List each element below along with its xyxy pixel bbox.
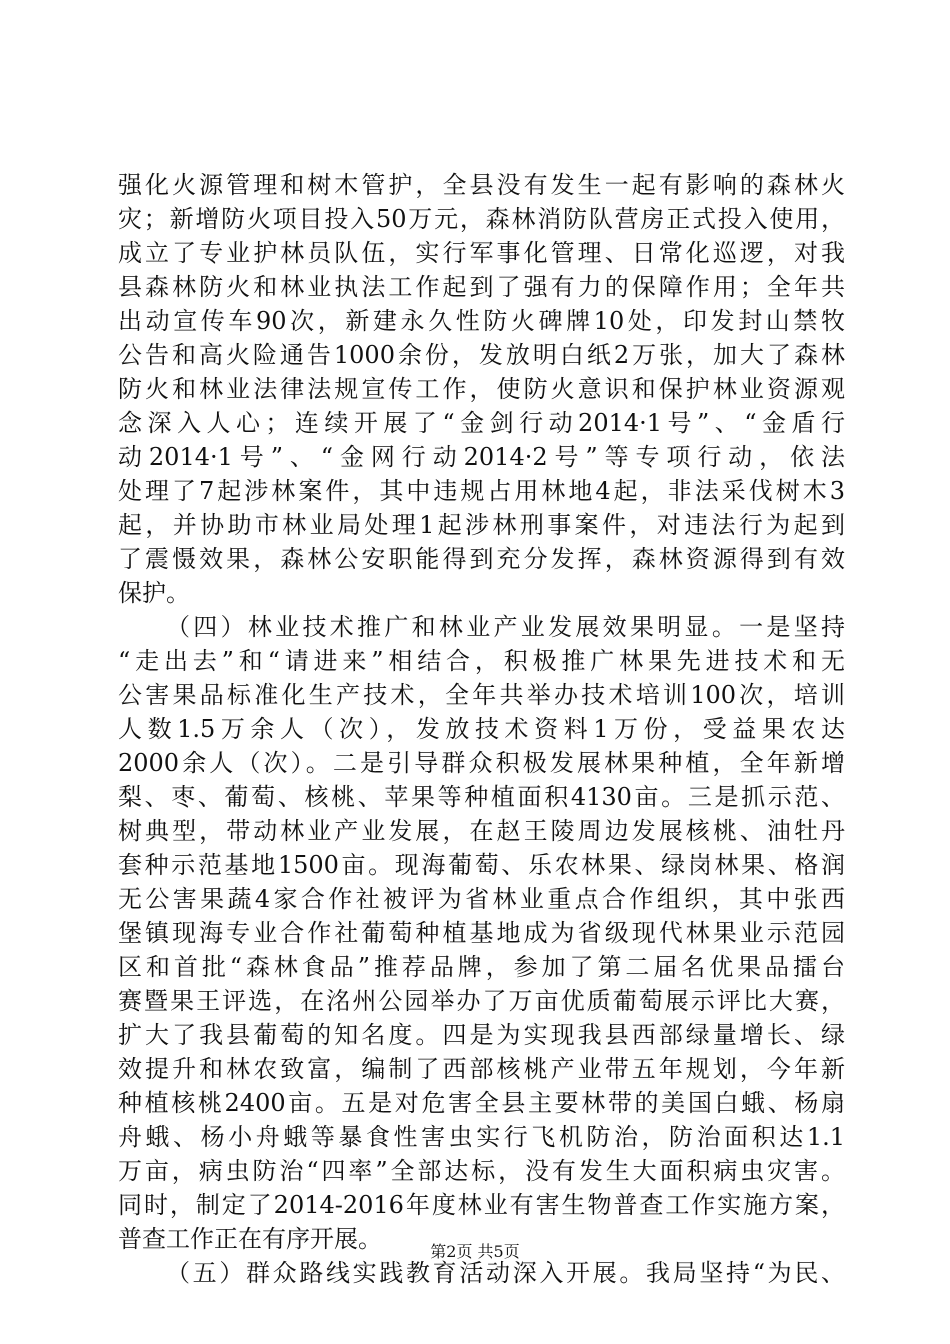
text-line: 效提升和林农致富，编制了西部核桃产业带五年规划，今年新 <box>118 1055 845 1083</box>
text-line: 梨、枣、葡萄、核桃、苹果等种植面积4130亩。三是抓示范、 <box>118 783 845 811</box>
text-line: 防火和林业法律法规宣传工作，使防火意识和保护林业资源观 <box>118 375 845 403</box>
text-line: 念深入人心；连续开展了“金剑行动2014·1号”、“金盾行 <box>118 409 845 437</box>
text-line: 动2014·1号”、“金网行动2014·2号”等专项行动，依法 <box>118 443 845 471</box>
text-line: “走出去”和“请进来”相结合，积极推广林果先进技术和无 <box>118 647 845 675</box>
text-line: 无公害果蔬4家合作社被评为省林业重点合作组织，其中张西 <box>118 885 845 913</box>
document-body <box>118 168 845 1290</box>
text-line: 保护。 <box>118 579 190 607</box>
text-line: 灾；新增防火项目投入50万元，森林消防队营房正式投入使用， <box>118 205 845 233</box>
text-line: 扩大了我县葡萄的知名度。四是为实现我县西部绿量增长、绿 <box>118 1021 845 1049</box>
text-line: 2000余人（次）。二是引导群众积极发展林果种植，全年新增 <box>118 749 845 777</box>
text-line: 普查工作正在有序开展。 <box>118 1225 382 1253</box>
text-line: 套种示范基地1500亩。现海葡萄、乐农林果、绿岗林果、格润 <box>118 851 845 879</box>
text-line: 公告和高火险通告1000余份，发放明白纸2万张，加大了森林 <box>118 341 845 369</box>
text-line: 县森林防火和林业执法工作起到了强有力的保障作用；全年共 <box>118 273 845 301</box>
text-line: 堡镇现海专业合作社葡萄种植基地成为省级现代林果业示范园 <box>118 919 845 947</box>
page-footer: 第2页 共5页 <box>430 1242 520 1261</box>
text-line: 强化火源管理和树木管护，全县没有发生一起有影响的森林火 <box>118 171 845 199</box>
text-line: 赛暨果王评选，在洺州公园举办了万亩优质葡萄展示评比大赛， <box>118 987 845 1015</box>
text-line: 成立了专业护林员队伍，实行军事化管理、日常化巡逻，对我 <box>118 239 845 267</box>
text-line: 处理了7起涉林案件，其中违规占用林地4起，非法采伐树木3 <box>118 477 845 505</box>
text-line: 公害果品标准化生产技术，全年共举办技术培训100次，培训 <box>118 681 845 709</box>
text-line: 区和首批“森林食品”推荐品牌，参加了第二届名优果品擂台 <box>118 953 845 981</box>
text-line: 出动宣传车90次，新建永久性防火碑牌10处，印发封山禁牧 <box>118 307 845 335</box>
text-line: 起，并协助市林业局处理1起涉林刑事案件，对违法行为起到 <box>118 511 845 539</box>
text-line: 舟蛾、杨小舟蛾等暴食性害虫实行飞机防治，防治面积达1.1 <box>118 1123 845 1151</box>
text-line: 同时，制定了2014-2016年度林业有害生物普查工作实施方案， <box>118 1191 845 1219</box>
text-line: 了震慑效果，森林公安职能得到充分发挥，森林资源得到有效 <box>118 545 845 573</box>
paragraph <box>118 168 845 610</box>
text-line: 种植核桃2400亩。五是对危害全县主要林带的美国白蛾、杨扇 <box>118 1089 845 1117</box>
text-line: （五）群众路线实践教育活动深入开展。我局坚持“为民、 <box>166 1259 845 1287</box>
text-line: （四）林业技术推广和林业产业发展效果明显。一是坚持 <box>166 613 845 641</box>
text-line: 万亩，病虫防治“四率”全部达标，没有发生大面积病虫灾害。 <box>118 1157 845 1185</box>
text-line: 人数1.5万余人（次），发放技术资料1万份，受益果农达 <box>118 715 845 743</box>
text-line: 树典型，带动林业产业发展，在赵王陵周边发展核桃、油牡丹 <box>118 817 845 845</box>
paragraph <box>118 610 845 1256</box>
